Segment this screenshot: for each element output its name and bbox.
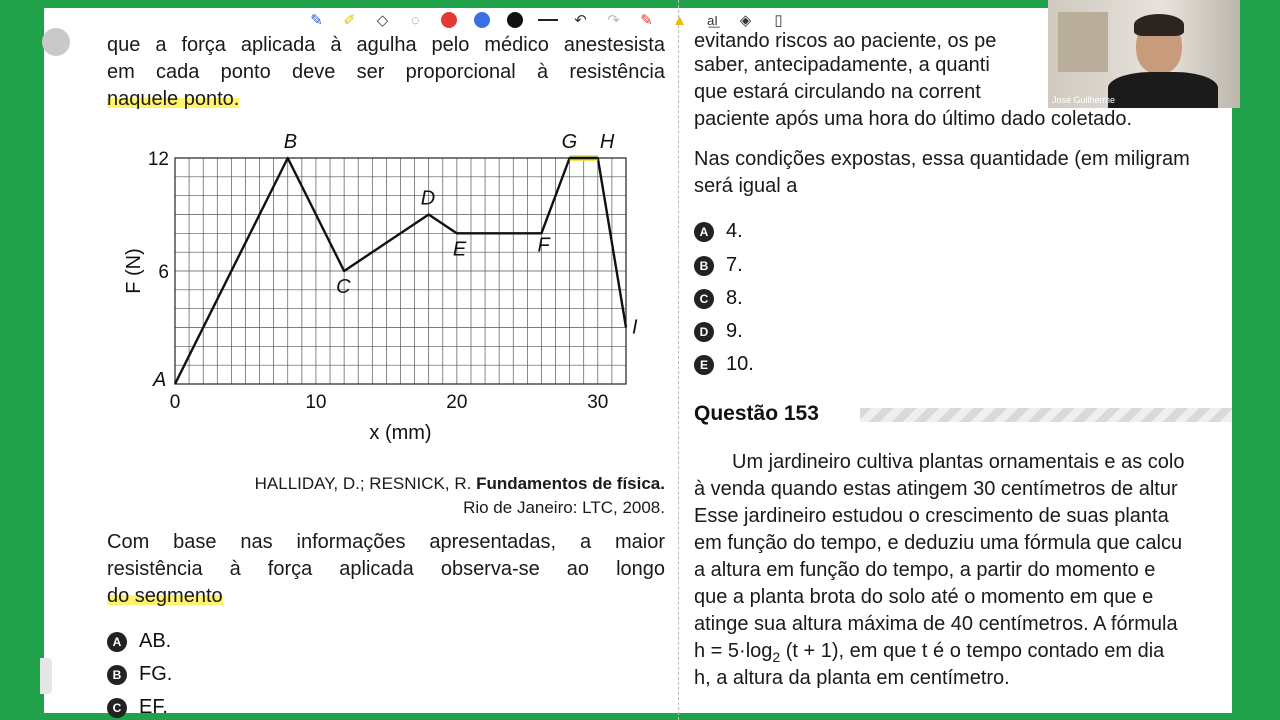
question-line-3: do segmento — [107, 585, 223, 607]
right-top-line-1: evitando riscos ao paciente, os pe — [694, 30, 997, 52]
y-tick-label: 6 — [158, 262, 169, 283]
option-badge: B — [694, 256, 714, 276]
x-tick-label: 0 — [169, 392, 181, 413]
option-badge: A — [107, 632, 127, 652]
point-label: C — [336, 276, 351, 298]
delete-page-icon[interactable]: ▯ — [774, 12, 783, 29]
q153-last-line: h, a altura da planta em centímetro. — [694, 667, 1010, 689]
q153-line-1: Um jardineiro cultiva plantas ornamentais e as colo — [732, 451, 1185, 473]
option-badge: D — [694, 322, 714, 342]
frame-right-border — [1232, 0, 1280, 720]
x-tick-label: 30 — [587, 392, 609, 413]
x-axis-label: x (mm) — [369, 422, 432, 444]
point-label: D — [420, 187, 436, 210]
option-text: 4. — [726, 220, 743, 242]
intro-line-1: que a força aplicada à agulha pelo médico anestesista — [107, 34, 665, 56]
color-black-button[interactable] — [498, 8, 531, 32]
point-label: B — [283, 131, 298, 153]
x-tick-label: 20 — [446, 392, 468, 413]
y-tick-label: 12 — [147, 149, 169, 170]
option-text: EF. — [139, 696, 168, 718]
q153-line-6: que a planta brota do solo até o momento em que e — [694, 586, 1154, 608]
option-badge: E — [694, 355, 714, 375]
q153-line-7: atinge sua altura máxima de 40 centímetros. A fórmula — [694, 613, 1178, 635]
webcam-overlay[interactable] — [1048, 0, 1240, 108]
webcam-name-label: José Guilherme — [1052, 95, 1116, 105]
shapes-icon[interactable]: ◈ — [739, 12, 752, 29]
option-text: 8. — [726, 287, 743, 309]
right-top-line-4: paciente após uma hora do último dado coletado. — [694, 108, 1133, 130]
right-option-a[interactable] — [694, 220, 743, 243]
color-blue-button[interactable] — [465, 8, 498, 32]
color-red-button[interactable] — [432, 8, 465, 32]
left-option-c[interactable] — [107, 696, 168, 719]
intro-line-2: em cada ponto deve ser proporcional à resistência — [107, 61, 665, 83]
bookshelf — [1058, 12, 1108, 72]
option-badge: B — [107, 665, 127, 685]
q153-line-3: Esse jardineiro estudou o crescimento de suas planta — [694, 505, 1169, 527]
option-badge: A — [694, 222, 714, 242]
point-label: H — [599, 131, 615, 153]
conditions-line-1: Nas condições expostas, essa quantidade (em miligram — [694, 148, 1190, 170]
right-option-d[interactable] — [694, 320, 743, 343]
option-text: 7. — [726, 254, 743, 276]
question-line-2: resistência à força aplicada observa-se ao longo — [107, 558, 665, 580]
point-label: A — [153, 369, 167, 391]
question-title-bar — [860, 408, 1232, 422]
left-option-a[interactable] — [107, 630, 171, 653]
person-hair — [1134, 14, 1184, 36]
x-tick-label: 10 — [305, 392, 327, 413]
point-label: E — [452, 238, 467, 261]
q153-line-5: a altura em função do tempo, a partir do momento e — [694, 559, 1156, 581]
bell-icon[interactable]: ▲ — [672, 11, 687, 29]
right-option-c[interactable] — [694, 287, 743, 310]
column-divider — [678, 0, 679, 720]
citation-line-2: Rio de Janeiro: LTC, 2008. — [463, 498, 665, 517]
side-panel-tab[interactable] — [40, 658, 52, 694]
point-label: F — [537, 234, 550, 257]
question-title: Questão 153 — [694, 402, 819, 425]
option-text: AB. — [139, 630, 172, 652]
right-top-line-3: que estará circulando na corrent — [694, 81, 981, 103]
option-badge: C — [694, 289, 714, 309]
point-label: G — [561, 131, 578, 153]
option-text: 9. — [726, 320, 743, 342]
person-shirt — [1108, 72, 1218, 108]
left-option-b[interactable] — [107, 663, 172, 686]
option-text: 10. — [726, 353, 754, 375]
lasso-icon[interactable]: ◌ — [411, 11, 420, 29]
side-menu-button[interactable] — [42, 28, 70, 56]
redo-icon[interactable]: ↷ — [607, 12, 620, 29]
frame-left-border — [0, 0, 44, 720]
question-line-1: Com base nas informações apresentadas, a maior — [107, 531, 665, 553]
force-displacement-chart — [100, 126, 660, 456]
intro-line-3: naquele ponto. — [107, 88, 240, 110]
y-axis-label: F (N) — [123, 248, 145, 294]
q153-line-4: em função do tempo, e deduziu uma fórmula que calcu — [694, 532, 1183, 554]
right-option-b[interactable] — [694, 254, 743, 277]
formula-line: $h = 5\cdot\log_2$ (t + 1), em que t é o tempo contado em dia — [694, 640, 1165, 665]
red-pen-icon[interactable]: ✎ — [640, 12, 653, 29]
highlighter-icon[interactable]: ✐ — [343, 12, 356, 29]
right-option-e[interactable] — [694, 353, 754, 376]
eraser-icon[interactable]: ◇ — [376, 12, 389, 29]
text-tool-icon[interactable]: a͟I — [707, 12, 718, 28]
option-badge: C — [107, 698, 127, 718]
option-text: FG. — [139, 663, 173, 685]
citation-line-1: HALLIDAY, D.; RESNICK, R. Fundamentos de física. — [254, 474, 665, 493]
conditions-line-2: será igual a — [694, 175, 798, 197]
undo-icon[interactable]: ↶ — [574, 12, 587, 29]
point-label: I — [632, 316, 638, 339]
q153-line-2: à venda quando estas atingem 30 centímetros de altur — [694, 478, 1178, 500]
pen-icon[interactable]: ✎ — [310, 12, 323, 29]
right-top-line-2: saber, antecipadamente, a quanti — [694, 54, 990, 76]
line-width-icon[interactable] — [531, 8, 564, 32]
